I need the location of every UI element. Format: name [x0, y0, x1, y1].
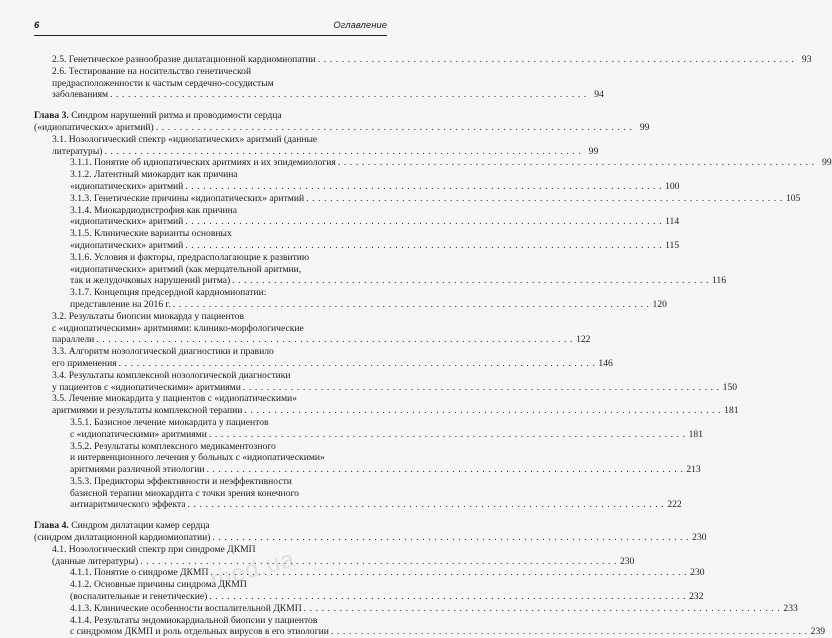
watermark: med.ua	[207, 545, 298, 594]
toc-section[interactable]	[34, 310, 591, 346]
toc-line-text	[70, 488, 299, 499]
leader-dots: . . . . . . . . . . . . . . . . . . . . . . . . . . . . . . . . . . . . . . . . . . . . . . . . . . . . . . . . . . . . . . . . . . . . . . . . . . . . . . . .	[104, 145, 582, 157]
header-rule	[34, 35, 387, 36]
leader-dots: . . . . . . . . . . . . . . . . . . . . . . . . . . . . . . . . . . . . . . . . . . . . . . . . . . . . . . . . . . . . . . . . . . . . . . . . . . . . . . . .	[208, 428, 686, 440]
toc-line	[70, 239, 680, 252]
toc-line	[52, 393, 387, 405]
toc-line	[70, 452, 387, 464]
toc-section[interactable]	[34, 346, 613, 370]
chapter-gap	[34, 511, 387, 520]
toc-page-number: 230	[690, 567, 705, 579]
toc-line-text	[70, 626, 329, 638]
toc-page-number: 99	[588, 145, 599, 157]
toc-title-text: 4.1. Нозологический спектр при синдроме ДКМП	[52, 543, 256, 555]
toc-title-text: аритмиями различной этиологии	[70, 464, 205, 476]
toc-title-text: 3.1.4. Миокардиодистрофия как причина	[70, 204, 238, 216]
toc-page-number: 181	[724, 405, 739, 417]
toc-title-text: 4.1.2. Основные причины синдрома ДКМП	[70, 579, 247, 591]
toc-title-text: предрасположенности к частым сердечно-сосудистым	[52, 77, 274, 89]
toc-title-text: «идиопатических» аритмий	[70, 239, 184, 251]
toc-title-text: 3.1.1. Понятие об идиопатических аритмиях и их эпидемиология	[70, 157, 336, 169]
toc-section[interactable]	[34, 393, 739, 417]
toc-page-number: 116	[711, 275, 726, 287]
toc-line	[70, 275, 726, 287]
toc-line-text	[70, 205, 237, 216]
toc-title-text: 4.1.4. Результаты эндомиокардиальной биопсии у пациентов	[70, 614, 318, 626]
toc-page-number: 99	[822, 157, 832, 169]
toc-title-text: 3.4. Результаты комплексной нозологической диагностики	[52, 369, 291, 381]
toc-line-text	[34, 520, 210, 531]
toc-line-text	[70, 169, 238, 180]
toc-title-text: 4.1.3. Клинические особенности воспалительной ДКМП	[70, 602, 302, 614]
toc-line	[52, 145, 599, 158]
toc-line-text	[70, 264, 301, 275]
toc-title-text: 3.5. Лечение миокардита у пациентов с «идиопатическими»	[52, 393, 297, 405]
toc-line	[70, 464, 701, 476]
toc-subsection[interactable]	[34, 192, 801, 205]
leader-dots: . . . . . . . . . . . . . . . . . . . . . . . . . . . . . . . . . . . . . . . . . . . . . . . . . . . . . . . . . . . . . . . . . . . . . . . . . . . . . . . .	[242, 381, 720, 393]
toc-line	[70, 615, 387, 627]
leader-dots: . . . . . . . . . . . . . . . . . . . . . . . . . . . . . . . . . . . . . . . . . . . . . . . . . . . . . . . . . . . . . . . . . . . . . . . . . . . . . . . .	[140, 555, 617, 567]
toc-page-number: 94	[594, 89, 604, 101]
toc-title-text: 3.1.6. Условия и факторы, предрасполагающие к развитию	[70, 251, 310, 263]
toc-line-text	[70, 287, 266, 298]
toc-line	[52, 89, 604, 101]
toc-title-text: с «идиопатическими» аритмиями	[70, 428, 207, 440]
toc-subsection[interactable]	[34, 287, 667, 311]
toc-line	[52, 544, 387, 556]
toc-line	[70, 252, 387, 264]
running-header	[34, 16, 387, 36]
toc-line	[52, 381, 738, 394]
toc-page-number: 232	[689, 591, 704, 603]
toc-subsection[interactable]	[34, 416, 704, 441]
leader-dots: . . . . . . . . . . . . . . . . . . . . . . . . . . . . . . . . . . . . . . . . . . . . . . . . . . . . . . . . . . . . . . . . . . . . . . . . . . . . . . . .	[212, 532, 690, 544]
toc-title-text: Синдром дилатации камер сердца	[71, 520, 210, 532]
toc-title-text: и интервенционного лечения у больных с «идиопатическими»	[70, 452, 325, 464]
toc-subsection[interactable]	[34, 251, 726, 287]
toc-line-text	[52, 405, 242, 417]
toc-line-text	[52, 134, 317, 145]
leader-dots: . . . . . . . . . . . . . . . . . . . . . . . . . . . . . . . . . . . . . . . . . . . . . . . . . . . . . . . . . . . . . . . . . . . . . . . . . . . . . . . .	[96, 334, 574, 346]
toc-section[interactable]	[34, 54, 812, 66]
toc-line	[70, 499, 682, 511]
toc-line-text	[70, 603, 302, 615]
toc-subsection[interactable]	[34, 157, 832, 169]
toc-page-number: 100	[665, 180, 680, 192]
toc-title-text: 3.5.3. Предикторы эффективности и неэффективности	[70, 475, 292, 487]
leader-dots: . . . . . . . . . . . . . . . . . . . . . . . . . . . . . . . . . . . . . . . . . . . . . . . . . . . . . . . . . . . . . . . . . . . . . . . . . . . . . . . .	[155, 121, 633, 133]
leader-dots: . . . . . . . . . . . . . . . . . . . . . . . . . . . . . . . . . . . . . . . . . . . . . . . . . . . . . . . . . . . . . . . . . . . . . . . . . . . . . . . .	[187, 499, 665, 511]
toc-chapter[interactable]	[34, 110, 650, 134]
toc-line-text	[70, 252, 309, 263]
toc-title-text: 3.2. Результаты биопсии миокарда у пациентов	[52, 310, 244, 322]
toc-title-text: так и желудочковых нарушений ритма)	[70, 275, 231, 287]
toc-title-text: 3.1.3. Генетические причины «идиопатических» аритмий	[70, 192, 305, 204]
toc-page-number: 99	[639, 121, 650, 133]
toc-line	[70, 602, 798, 615]
toc-line	[52, 346, 387, 358]
toc-subsection[interactable]	[34, 579, 704, 603]
toc-line-text	[70, 216, 183, 228]
leader-dots: . . . . . . . . . . . . . . . . . . . . . . . . . . . . . . . . . . . . . . . . . . . . . . . . . . . . . . . . . . . . . . . . . . . . . . . . . . . . . . . .	[185, 216, 663, 228]
toc-title-text: представление на 2016 г.	[70, 298, 171, 310]
leader-dots: . . . . . . . . . . . . . . . . . . . . . . . . . . . . . . . . . . . . . . . . . . . . . . . . . . . . . . . . . . . . . . . . . . . . . . . . . . . . . . . .	[118, 357, 596, 369]
toc-line-text	[52, 358, 117, 370]
toc-title-text: 2.5. Генетическое разнообразие дилатационной кардиомиопатии	[52, 54, 316, 65]
toc-title-text: 3.1. Нозологический спектр «идиопатических» аритмий (данные	[52, 133, 318, 145]
toc-subsection[interactable]	[34, 440, 701, 476]
toc-title-text: с «идиопатическими» аритмиями: клинико-морфологические	[52, 322, 304, 334]
toc-line-text	[52, 556, 138, 568]
toc-line-text	[70, 441, 276, 452]
toc-line	[70, 476, 387, 488]
leader-dots: . . . . . . . . . . . . . . . . . . . . . . . . . . . . . . . . . . . . . . . . . . . . . . . . . . . . . . . . . . . . . . . . . . . . . . . . . . . . . . . .	[210, 567, 688, 579]
toc-page-number: 181	[688, 428, 704, 440]
toc-title-text: (воспалительные и генетические)	[70, 591, 208, 603]
toc-line-text	[52, 334, 94, 346]
toc-line-text	[70, 193, 304, 205]
leader-dots: . . . . . . . . . . . . . . . . . . . . . . . . . . . . . . . . . . . . . . . . . . . . . . . . . . . . . . . . . . . . . . . . . . . . . . . . . . . . . . . .	[209, 591, 687, 603]
toc-title-text: 4.1.1. Понятие о синдроме ДКМП	[70, 567, 209, 579]
toc-line-text	[70, 464, 205, 476]
toc-line	[70, 591, 704, 603]
toc-line	[34, 121, 650, 134]
toc-chapter[interactable]	[34, 520, 707, 544]
toc-subsection[interactable]	[34, 204, 680, 229]
toc-title-text: «идиопатических» аритмий (как мерцательной аритмии,	[70, 263, 302, 275]
toc-line	[70, 192, 801, 205]
toc-line	[70, 428, 704, 441]
toc-title-text: с синдромом ДКМП и роль отдельных вирусов в его этиологии	[70, 626, 329, 638]
toc-page-number: 146	[598, 357, 613, 369]
toc-title-text: параллели	[52, 334, 95, 346]
toc-page-number: 222	[667, 499, 682, 511]
toc-line-text	[70, 275, 230, 287]
toc-line	[52, 311, 387, 323]
toc-line-text	[52, 54, 316, 66]
leader-dots: . . . . . . . . . . . . . . . . . . . . . . . . . . . . . . . . . . . . . . . . . . . . . . . . . . . . . . . . . . . . . . . . . . . . . . . . . . . . . . . .	[185, 180, 663, 192]
toc-line-text	[52, 346, 274, 357]
toc-line	[70, 441, 387, 453]
leader-dots: . . . . . . . . . . . . . . . . . . . . . . . . . . . . . . . . . . . . . . . . . . . . . . . . . . . . . . . . . . . . . . . . . . . . . . . . . . . . . . . .	[232, 275, 709, 287]
toc-page-number: 115	[665, 239, 680, 251]
toc-title-text: аритмиями и результаты комплексной терапии	[52, 405, 243, 417]
toc-line	[52, 370, 387, 382]
leader-dots: . . . . . . . . . . . . . . . . . . . . . . . . . . . . . . . . . . . . . . . . . . . . . . . . . . . . . . . . . . . . . . . . . . . . . . . . . . . . . . . .	[110, 89, 587, 101]
toc-line-text	[70, 240, 183, 252]
toc-line	[52, 134, 387, 146]
toc-line-text	[70, 228, 232, 239]
running-title: Оглавление	[333, 20, 387, 31]
toc-page-number: 230	[619, 555, 635, 567]
leader-dots: . . . . . . . . . . . . . . . . . . . . . . . . . . . . . . . . . . . . . . . . . . . . . . . . . . . . . . . . . . . . . . . . . . . . . . . . . . . . . . . .	[172, 298, 650, 310]
chapter-label: Глава 3.	[34, 110, 69, 122]
toc-title-text: у пациентов с «идиопатическими» аритмиями	[52, 381, 241, 393]
leader-dots: . . . . . . . . . . . . . . . . . . . . . . . . . . . . . . . . . . . . . . . . . . . . . . . . . . . . . . . . . . . . . . . . . . . . . . . . . . . . . . . .	[206, 464, 684, 476]
toc-line-text	[52, 89, 108, 101]
toc-line-text	[70, 591, 207, 603]
toc-subsection[interactable]	[34, 475, 682, 511]
toc-line-text	[70, 499, 186, 511]
toc-line-text	[52, 311, 244, 322]
toc-line-text	[52, 382, 241, 394]
toc-section[interactable]	[34, 133, 599, 158]
toc-line-text	[52, 78, 274, 89]
toc-line	[34, 532, 707, 544]
toc-page-number: 120	[652, 298, 667, 310]
toc-line	[34, 520, 387, 532]
toc-line	[70, 205, 387, 217]
leader-dots: . . . . . . . . . . . . . . . . . . . . . . . . . . . . . . . . . . . . . . . . . . . . . . . . . . . . . . . . . . . . . . . . . . . . . . . . . . . . . . . .	[244, 405, 722, 417]
toc-line-text	[34, 532, 210, 544]
toc-page-number: 114	[665, 216, 680, 228]
toc-line-text	[52, 370, 291, 381]
toc-subsection[interactable]	[34, 602, 798, 615]
toc-page-number: 150	[722, 381, 738, 393]
toc-title-text: 3.1.2. Латентный миокардит как причина	[70, 169, 238, 181]
toc-title-text: базисной терапии миокардита с точки зрения конечного	[70, 487, 299, 499]
toc-title-text: 3.5.1. Базисное лечение миокардита у пациентов	[70, 416, 269, 428]
toc-page-number: 213	[686, 464, 701, 476]
toc-page-number: 105	[785, 192, 801, 204]
toc-title-text: 3.1.5. Клинические варианты основных	[70, 228, 232, 240]
toc-line	[70, 287, 387, 299]
toc-title-text: («идиопатических» аритмий)	[34, 121, 154, 133]
toc-line-text	[70, 615, 317, 626]
toc-line-text	[70, 429, 207, 441]
toc-section[interactable]	[34, 65, 604, 101]
toc-line-text	[70, 299, 171, 311]
toc-title-text: Синдром нарушений ритма и проводимости сердца	[71, 110, 282, 122]
toc-line	[34, 110, 387, 122]
toc-title-text: литературы)	[52, 145, 103, 157]
toc-title-text: антиаритмического эффекта	[70, 499, 186, 511]
toc-section[interactable]	[34, 369, 738, 394]
toc-subsection[interactable]	[34, 228, 680, 252]
toc-subsection[interactable]	[34, 169, 680, 193]
leader-dots: . . . . . . . . . . . . . . . . . . . . . . . . . . . . . . . . . . . . . . . . . . . . . . . . . . . . . . . . . . . . . . . . . . . . . . . . . . . . . . . .	[303, 602, 781, 614]
toc-line	[52, 334, 591, 346]
leader-dots: . . . . . . . . . . . . . . . . . . . . . . . . . . . . . . . . . . . . . . . . . . . . . . . . . . . . . . . . . . . . . . . . . . . . . . . . . . . . . . . .	[317, 54, 795, 65]
toc-line	[52, 357, 613, 370]
toc-line-text	[52, 66, 251, 77]
toc-line	[70, 298, 667, 311]
toc-line	[70, 180, 680, 193]
toc-title-text: его применения	[52, 357, 117, 369]
toc-line	[70, 157, 832, 169]
chapter-label: Глава 4.	[34, 520, 69, 532]
toc-line	[70, 264, 387, 276]
leader-dots: . . . . . . . . . . . . . . . . . . . . . . . . . . . . . . . . . . . . . . . . . . . . . . . . . . . . . . . . . . . . . . . . . . . . . . . . . . . . . . . .	[185, 239, 663, 251]
leader-dots: . . . . . . . . . . . . . . . . . . . . . . . . . . . . . . . . . . . . . . . . . . . . . . . . . . . . . . . . . . . . . . . . . . . . . . . . . . . . . . . .	[337, 157, 815, 169]
toc-line-text	[34, 110, 282, 121]
page-number: 6	[34, 20, 40, 31]
leader-dots: . . . . . . . . . . . . . . . . . . . . . . . . . . . . . . . . . . . . . . . . . . . . . . . . . . . . . . . . . . . . . . . . . . . . . . . . . . . . . . . .	[306, 192, 783, 204]
toc-line-text	[52, 323, 304, 334]
toc-line-text	[52, 146, 102, 158]
toc-line-text	[70, 452, 325, 463]
toc-line	[70, 216, 680, 228]
toc-line	[52, 66, 387, 78]
toc-line-text	[70, 417, 269, 428]
toc-line	[70, 488, 387, 500]
toc-title-text: (данные литературы)	[52, 555, 139, 567]
toc-line-text	[70, 476, 292, 487]
toc-line-text	[52, 544, 256, 555]
leader-dots: . . . . . . . . . . . . . . . . . . . . . . . . . . . . . . . . . . . . . . . . . . . . . . . . . . . . . . . . . . . . . . . . . . . . . . . . . . . . . . . .	[330, 626, 808, 638]
toc-page-number: 239	[810, 626, 826, 638]
toc-line	[70, 169, 387, 181]
toc-line	[52, 405, 739, 417]
toc-title-text: 3.5.2. Результаты комплексного медикаментозного	[70, 440, 276, 452]
toc-section[interactable]	[34, 543, 635, 568]
toc-title-text: (синдром дилатационной кардиомиопатии)	[34, 532, 211, 544]
toc-line	[70, 228, 387, 240]
toc-page-number: 122	[576, 334, 591, 346]
toc-title-text: «идиопатических» аритмий	[70, 180, 184, 192]
toc-title-text: 3.3. Алгоритм нозологической диагностики и правило	[52, 346, 274, 358]
chapter-gap	[34, 101, 387, 110]
toc-line-text	[34, 122, 154, 134]
toc-page-number: 230	[692, 532, 707, 544]
toc-title-text: 3.1.7. Концепция предсердной кардиомиопатии:	[70, 287, 267, 299]
toc-title-text: «идиопатических» аритмий	[70, 216, 184, 228]
table-of-contents	[34, 54, 832, 638]
toc-line-text	[70, 157, 336, 169]
toc-title-text: заболеваниям	[52, 89, 109, 101]
toc-line	[52, 78, 387, 90]
toc-line	[52, 54, 812, 66]
toc-line	[52, 323, 387, 335]
toc-subsection[interactable]	[34, 614, 826, 638]
toc-line-text	[70, 181, 183, 193]
toc-line	[70, 417, 387, 429]
toc-page-number: 233	[783, 602, 798, 614]
toc-line	[70, 626, 826, 638]
toc-line-text	[70, 567, 208, 579]
toc-line-text	[52, 393, 297, 404]
toc-page-number: 93	[801, 54, 812, 65]
toc-title-text: 2.6. Тестирование на носительство генетической	[52, 65, 252, 77]
